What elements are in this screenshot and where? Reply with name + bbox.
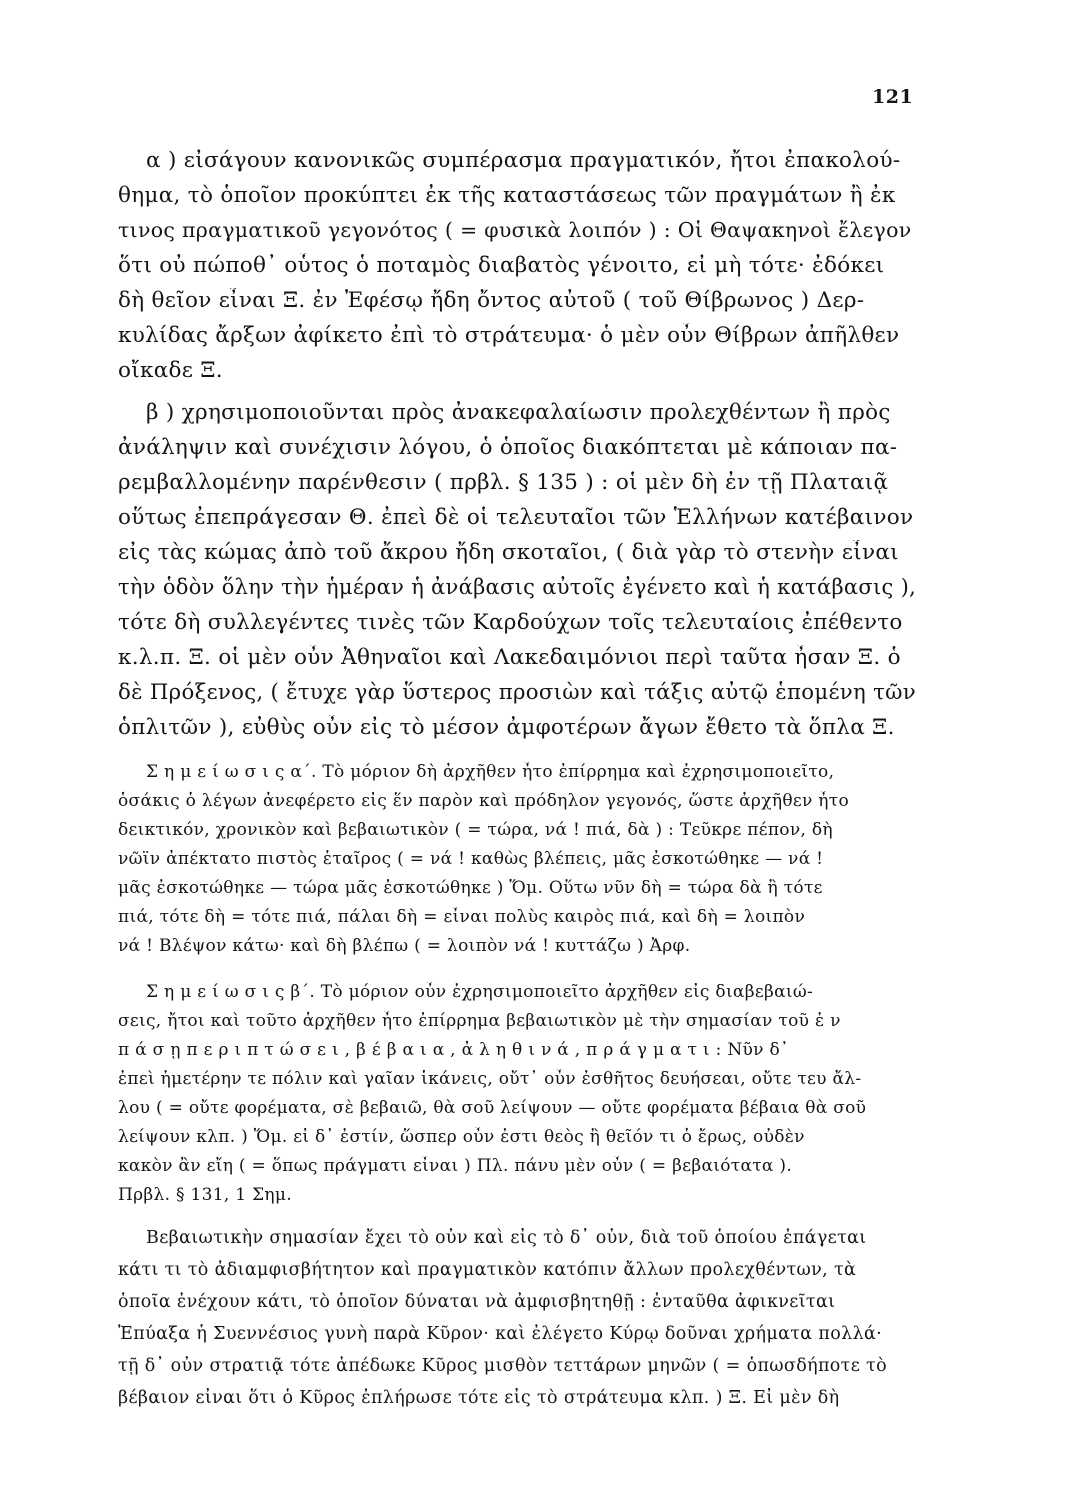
text-line: ἀνάληψιν καὶ συνέχισιν λόγου, ὁ ὁποῖος διακόπτεται μὲ κάποιαν πα-: [118, 435, 898, 460]
text-line: τῇ δ᾽ οὖν στρατιᾷ τότε ἀπέδωκε Κῦρος μισθὸν τεττάρων μηνῶν ( = ὁπωσδήποτε τὸ: [118, 1356, 887, 1376]
note-line: νά ! Βλέψον κάτω· καὶ δὴ βλέπω ( = λοιπὸν νά ! κυττάζω ) Ἀρφ.: [118, 936, 691, 956]
note-line: κακὸν ἂν εἴη ( = ὅπως πράγματι εἶναι ) Πλ. πάνυ μὲν οὖν ( = βεβαιότατα ).: [118, 1156, 793, 1176]
text-line: ὁπλιτῶν ), εὐθὺς οὖν εἰς τὸ μέσον ἀμφοτέρων ἄγων ἔθετο τὰ ὅπλα Ξ.: [118, 715, 895, 740]
text-line: κάτι τι τὸ ἀδιαμφισβήτητον καὶ πραγματικὸν κατόπιν ἄλλων προλεχθέντων, τὰ: [118, 1260, 857, 1280]
text-line: οὕτως ἐπεπράγεσαν Θ. ἐπεὶ δὲ οἱ τελευταῖοι τῶν Ἑλλήνων κατέβαινον: [118, 505, 914, 530]
text-line: δὴ θεῖον εἶναι Ξ. ἐν Ἐφέσῳ ἤδη ὄντος αὐτοῦ ( τοῦ Θίβρωνος ) Δερ-: [118, 288, 865, 313]
text-line: κυλίδας ἄρξων ἀφίκετο ἐπὶ τὸ στράτευμα· ὁ μὲν οὖν Θίβρων ἀπῆλθεν: [118, 323, 900, 348]
note-line: μᾶς ἐσκοτώθηκε — τώρα μᾶς ἐσκοτώθηκε ) Ὅμ. Οὕτω νῦν δὴ = τώρα δὰ ἢ τότε: [118, 878, 823, 898]
text-line: κ.λ.π. Ξ. οἱ μὲν οὖν Ἀθηναῖοι καὶ Λακεδαιμόνιοι περὶ ταῦτα ἦσαν Ξ. ὁ: [118, 645, 901, 670]
page-number: 121: [872, 86, 914, 108]
note-line: πιά, τότε δὴ = τότε πιά, πάλαι δὴ = εἶναι πολὺς καιρὸς πιά, καὶ δὴ = λοιπὸν: [118, 907, 806, 927]
note-line: Σ η μ ε ί ω σ ι ς β΄. Τὸ μόριον οὖν ἐχρησιμοποιεῖτο ἀρχῆθεν εἰς διαβεβαιώ-: [146, 982, 814, 1002]
note-line: Πρβλ. § 131, 1 Σημ.: [118, 1185, 292, 1205]
text-line: τότε δὴ συλλεγέντες τινὲς τῶν Καρδούχων τοῖς τελευταίοις ἐπέθεντο: [118, 610, 903, 635]
note-line: ὁσάκις ὁ λέγων ἀνεφέρετο εἰς ἕν παρὸν καὶ πρόδηλον γεγονός, ὥστε ἀρχῆθεν ἦτο: [118, 791, 850, 811]
text-line: Βεβαιωτικὴν σημασίαν ἔχει τὸ οὖν καὶ εἰς τὸ δ᾽ οὖν, διὰ τοῦ ὁποίου ἐπάγεται: [146, 1228, 867, 1248]
note-line: Σ η μ ε ί ω σ ι ς α΄. Τὸ μόριον δὴ ἀρχῆθεν ἦτο ἐπίρρημα καὶ ἐχρησιμοποιεῖτο,: [146, 762, 835, 782]
note-line: σεις, ἤτοι καὶ τοῦτο ἀρχῆθεν ἦτο ἐπίρρημα βεβαιωτικὸν μὲ τὴν σημασίαν τοῦ ἐ ν: [118, 1011, 841, 1031]
text-line: εἰς τὰς κώμας ἀπὸ τοῦ ἄκρου ἤδη σκοταῖοι, ( διὰ γὰρ τὸ στενὴν εἶναι: [118, 540, 899, 565]
note-line: π ά σ ῃ π ε ρ ι π τ ώ σ ε ι , β έ β α ι α , ἀ λ η θ ι ν ά , π ρ ά γ μ α τ ι : Νῦν δ᾽: [118, 1040, 789, 1060]
note-line: δεικτικόν, χρονικὸν καὶ βεβαιωτικὸν ( = τώρα, νά ! πιά, δὰ ) : Τεῦκρε πέπον, δὴ: [118, 820, 833, 840]
note-line: νῶϊν ἀπέκτατο πιστὸς ἑταῖρος ( = νά ! καθὼς βλέπεις, μᾶς ἐσκοτώθηκε — νά !: [118, 849, 824, 869]
text-line: οἴκαδε Ξ.: [118, 358, 223, 383]
text-line: δὲ Πρόξενος, ( ἔτυχε γὰρ ὕστερος προσιὼν καὶ τάξις αὐτῷ ἑπομένη τῶν: [118, 680, 916, 705]
text-line: τινος πραγματικοῦ γεγονότος ( = φυσικὰ λοιπόν ) : Οἱ Θαψακηνοὶ ἔλεγον: [118, 218, 912, 242]
text-line: βέβαιον εἶναι ὅτι ὁ Κῦρος ἐπλήρωσε τότε εἰς τὸ στράτευμα κλπ. ) Ξ. Εἰ μὲν δὴ: [118, 1388, 840, 1408]
text-line: β ) χρησιμοποιοῦνται πρὸς ἀνακεφαλαίωσιν προλεχθέντων ἢ πρὸς: [146, 400, 891, 425]
note-line: λου ( = οὔτε φορέματα, σὲ βεβαιῶ, θὰ σοῦ λείψουν — οὔτε φορέματα βέβαια θὰ σοῦ: [118, 1098, 867, 1118]
note-line: λείψουν κλπ. ) Ὅμ. εἰ δ᾽ ἐστίν, ὥσπερ οὖν ἐστι θεὸς ἢ θεῖόν τι ὁ ἔρως, οὐδὲν: [118, 1127, 805, 1147]
text-line: ὅτι οὐ πώποθ᾽ οὗτος ὁ ποταμὸς διαβατὸς γένοιτο, εἰ μὴ τότε· ἐδόκει: [118, 253, 885, 278]
text-line: α ) εἰσάγουν κανονικῶς συμπέρασμα πραγματικόν, ἤτοι ἐπακολού-: [146, 148, 901, 173]
text-line: θημα, τὸ ὁποῖον προκύπτει ἐκ τῆς καταστάσεως τῶν πραγμάτων ἢ ἐκ: [118, 183, 896, 208]
text-line: Ἐπύαξα ἡ Συεννέσιος γυνὴ παρὰ Κῦρον· καὶ ἐλέγετο Κύρῳ δοῦναι χρήματα πολλά·: [118, 1324, 883, 1344]
text-line: ὁποῖα ἐνέχουν κάτι, τὸ ὁποῖον δύναται νὰ ἀμφισβητηθῇ : ἐνταῦθα ἀφικνεῖται: [118, 1292, 836, 1312]
text-line: τὴν ὁδὸν ὅλην τὴν ἡμέραν ἡ ἀνάβασις αὐτοῖς ἐγένετο καὶ ἡ κατάβασις ),: [118, 575, 917, 599]
text-line: ρεμβαλλομένην παρένθεσιν ( πρβλ. § 135 ) : οἱ μὲν δὴ ἐν τῇ Πλαταιᾷ: [118, 470, 889, 495]
note-line: ἐπεὶ ἡμετέρην τε πόλιν καὶ γαῖαν ἱκάνεις, οὔτ᾽ οὖν ἐσθῆτος δευήσεαι, οὔτε τευ ἄλ-: [118, 1069, 862, 1089]
